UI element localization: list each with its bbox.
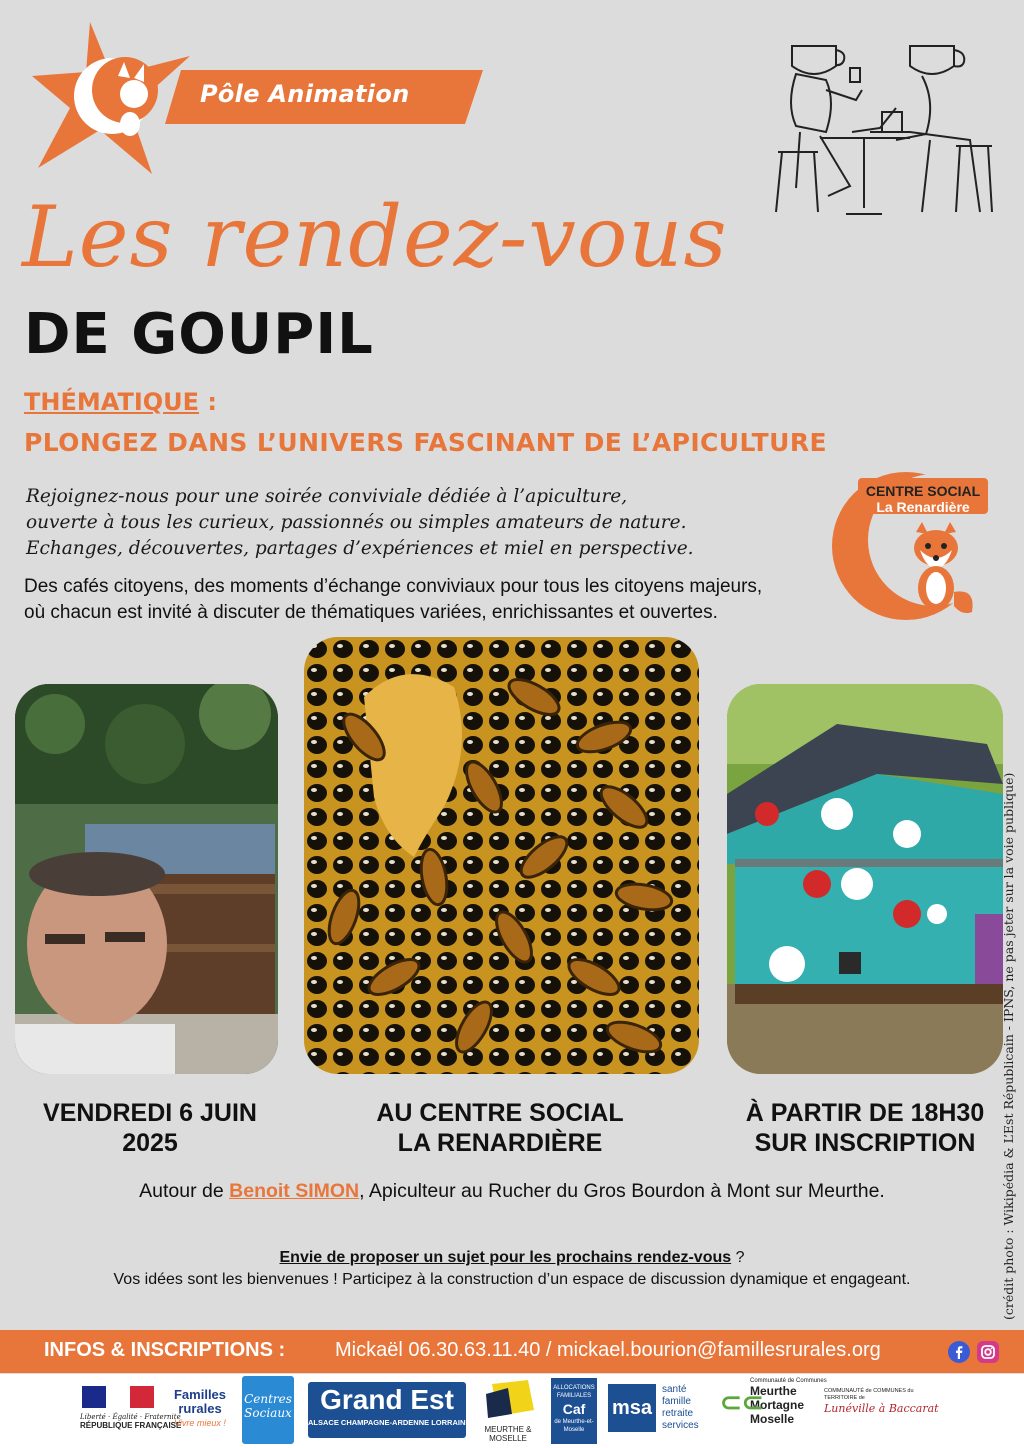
- pole-animation-label: Pôle Animation: [200, 80, 410, 108]
- beekeeper-photo: [15, 684, 278, 1074]
- fr-line2: rurales: [178, 1401, 222, 1416]
- painted-beehive-photo: [727, 684, 1003, 1074]
- centre-logo-line1: CENTRE SOCIAL: [865, 483, 981, 499]
- cc-l2: Mortagne: [750, 1398, 804, 1412]
- speaker-line: [0, 1180, 1024, 1203]
- grand-est-logo: [308, 1382, 471, 1438]
- instagram-icon[interactable]: [977, 1341, 999, 1363]
- republique-francaise-logo: [80, 1386, 182, 1436]
- caf-line1: ALLOCATIONS FAMILIALES: [553, 1385, 595, 1399]
- event-place: [350, 1098, 650, 1158]
- cc-l3: Moselle: [750, 1412, 795, 1426]
- theme-label-text: THÉMATIQUE: [24, 388, 200, 416]
- event-time-line2: SUR INSCRIPTION: [754, 1129, 976, 1157]
- msa-l4: services: [662, 1420, 699, 1431]
- mm-text: MEURTHE & MOSELLE: [484, 1425, 532, 1443]
- intro-line: Echanges, découvertes, partages d’expériences et miel en perspective.: [26, 538, 694, 559]
- photo-credit: (crédit photo : Wikipédia & L’Est Républicain - IPNS, ne pas jeter sur la voie publique): [1001, 772, 1016, 1320]
- intro-line: Rejoignez-nous pour une soirée conviviale dédiée à l’apiculture,: [26, 486, 628, 507]
- caf-line3: de Meurthe-et-Moselle: [554, 1419, 594, 1433]
- theme-label-colon: :: [199, 388, 217, 416]
- speaker-suffix: , Apiculteur au Rucher du Gros Bourdon à Mont sur Meurthe.: [359, 1180, 885, 1202]
- event-date-line1: VENDREDI 6 JUIN: [43, 1099, 257, 1127]
- footer-label: INFOS & INSCRIPTIONS :: [44, 1339, 286, 1361]
- speaker-name: Benoit SIMON: [229, 1180, 360, 1202]
- footer-contact[interactable]: Mickaël 06.30.63.11.40 / mickael.bourion@famillesrurales.org: [335, 1339, 881, 1361]
- caf-line2: Caf: [562, 1401, 586, 1417]
- msa-tagline: [662, 1384, 718, 1432]
- event-time: [715, 1098, 1015, 1158]
- partner-logos: [0, 1374, 1024, 1448]
- event-date: [0, 1098, 300, 1158]
- lunville-baccarat-logo: [824, 1388, 944, 1415]
- msa-l2: famille: [662, 1396, 691, 1407]
- honeycomb-bees-photo: [304, 637, 699, 1074]
- proposal-question: [0, 1249, 1024, 1267]
- facebook-icon[interactable]: [948, 1341, 970, 1363]
- event-place-line2: LA RENARDIÈRE: [397, 1129, 603, 1157]
- intro-text: [26, 484, 816, 562]
- centre-logo-line2: La Renardière: [876, 499, 970, 515]
- proposal-question-mark: ?: [731, 1249, 745, 1266]
- cc-l1: Meurthe: [750, 1384, 797, 1398]
- msa-l1: santé: [662, 1384, 687, 1395]
- event-date-line2: 2025: [122, 1129, 178, 1157]
- proposal-question-text: Envie de proposer un sujet pour les prochains rendez-vous: [279, 1249, 732, 1266]
- fr-line1: Familles: [173, 1387, 227, 1402]
- theme-title: PLONGEZ DANS L’UNIVERS FASCINANT DE L’APICULTURE: [24, 428, 827, 457]
- speaker-prefix: Autour de: [139, 1180, 230, 1202]
- description-line: Des cafés citoyens, des moments d’échange conviviaux pour tous les citoyens majeurs,: [24, 576, 763, 597]
- cs-text: Centres Sociaux: [244, 1392, 292, 1420]
- event-time-line1: À PARTIR DE 18H30: [745, 1099, 985, 1127]
- centres-sociaux-logo: [242, 1376, 294, 1444]
- cc-small: Communauté de Communes: [750, 1378, 827, 1384]
- caf-logo: [551, 1378, 597, 1444]
- familles-rurales-logo: [168, 1388, 232, 1430]
- msa-l3: retraite: [662, 1408, 694, 1419]
- cc-meurthe-mortagne-moselle-logo: [720, 1378, 827, 1426]
- proposal-ideas: Vos idées sont les bienvenues ! Participez à la construction d’un espace de discussion dynamique et engageant.: [113, 1271, 911, 1288]
- ge-main: Grand Est: [320, 1384, 454, 1415]
- intro-line: ouverte à tous les curieux, passionnés ou simples amateurs de nature.: [26, 512, 687, 533]
- msa-text: msa: [611, 1397, 653, 1419]
- title-script: Les rendez-vous: [22, 188, 728, 286]
- ge-sub: ALSACE CHAMPAGNE-ARDENNE LORRAINE: [308, 1418, 471, 1427]
- lb-main: Lunéville à Baccarat: [824, 1402, 939, 1415]
- event-place-line1: AU CENTRE SOCIAL: [376, 1099, 624, 1127]
- fr-line3: Vivre mieux !: [174, 1418, 226, 1428]
- description-line: où chacun est invité à discuter de thématiques variées, enrichissantes et ouvertes.: [24, 602, 718, 623]
- meurthe-et-moselle-logo: [478, 1380, 538, 1442]
- cc-mark-icon: ⊂⊂: [720, 1387, 764, 1417]
- description-text: [24, 574, 814, 626]
- theme-label: [24, 388, 217, 416]
- title-main: DE GOUPIL: [24, 302, 374, 367]
- lb-small: COMMUNAUTÉ de COMMUNES du TERRITOIRE de: [824, 1388, 914, 1401]
- cafe-illustration: [760, 28, 1005, 228]
- msa-logo: [608, 1384, 656, 1432]
- rf-motto: Liberté · Égalité · Fraternité: [80, 1413, 181, 1421]
- rf-name: RÉPUBLIQUE FRANÇAISE: [80, 1421, 182, 1430]
